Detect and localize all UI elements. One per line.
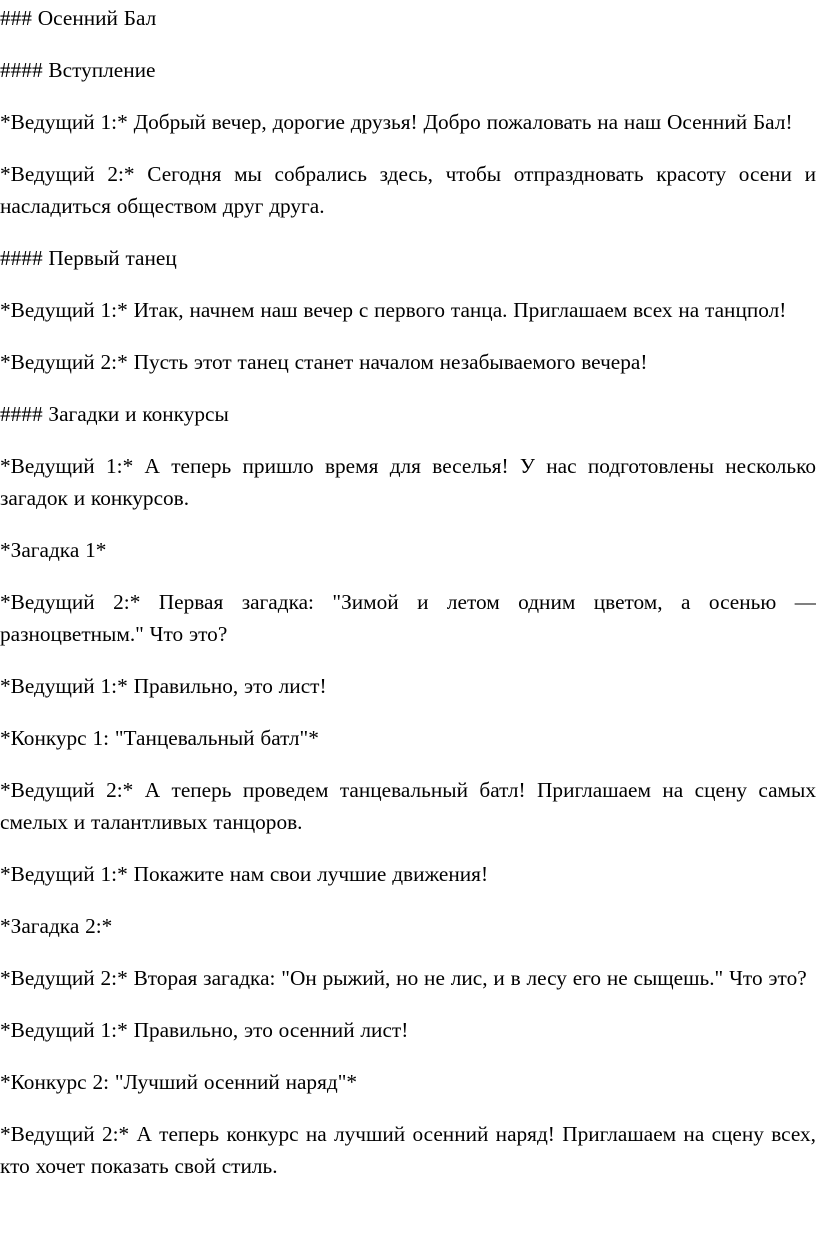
paragraph: *Ведущий 1:* А теперь пришло время для веселья! У нас подготовлены несколько загадок и конкурсов. — [0, 454, 816, 510]
paragraph: *Ведущий 1:* Правильно, это осенний лист! — [0, 1018, 409, 1042]
paragraph: *Ведущий 1:* Правильно, это лист! — [0, 674, 327, 698]
paragraph: *Ведущий 2:* Вторая загадка: "Он рыжий, но не лис, и в лесу его не сыщешь." Что это? — [0, 966, 807, 990]
section-heading-riddles-contests: #### Загадки и конкурсы — [0, 402, 229, 426]
riddle-label: *Загадка 2:* — [0, 914, 113, 938]
paragraph: *Ведущий 1:* Покажите нам свои лучшие движения! — [0, 862, 489, 886]
paragraph: *Ведущий 2:* Сегодня мы собрались здесь, чтобы отпраздновать красоту осени и насладиться обществом друг друга. — [0, 162, 816, 218]
contest-label: *Конкурс 1: "Танцевальный батл"* — [0, 726, 319, 750]
document-title: ### Осенний Бал — [0, 6, 157, 30]
paragraph: *Ведущий 2:* Первая загадка: "Зимой и летом одним цветом, а осенью — разноцветным." Что это? — [0, 590, 816, 646]
riddle-label: *Загадка 1* — [0, 538, 107, 562]
paragraph: *Ведущий 2:* Пусть этот танец станет началом незабываемого вечера! — [0, 350, 648, 374]
paragraph: *Ведущий 2:* А теперь конкурс на лучший осенний наряд! Приглашаем на сцену всех, кто хочет показать свой стиль. — [0, 1122, 816, 1178]
paragraph: *Ведущий 1:* Итак, начнем наш вечер с первого танца. Приглашаем всех на танцпол! — [0, 298, 787, 322]
section-heading-intro: #### Вступление — [0, 58, 156, 82]
contest-label: *Конкурс 2: "Лучший осенний наряд"* — [0, 1070, 358, 1094]
section-heading-first-dance: #### Первый танец — [0, 246, 177, 270]
paragraph: *Ведущий 1:* Добрый вечер, дорогие друзья! Добро пожаловать на наш Осенний Бал! — [0, 110, 793, 134]
paragraph: *Ведущий 2:* А теперь проведем танцевальный батл! Приглашаем на сцену самых смелых и талантливых танцоров. — [0, 778, 816, 834]
